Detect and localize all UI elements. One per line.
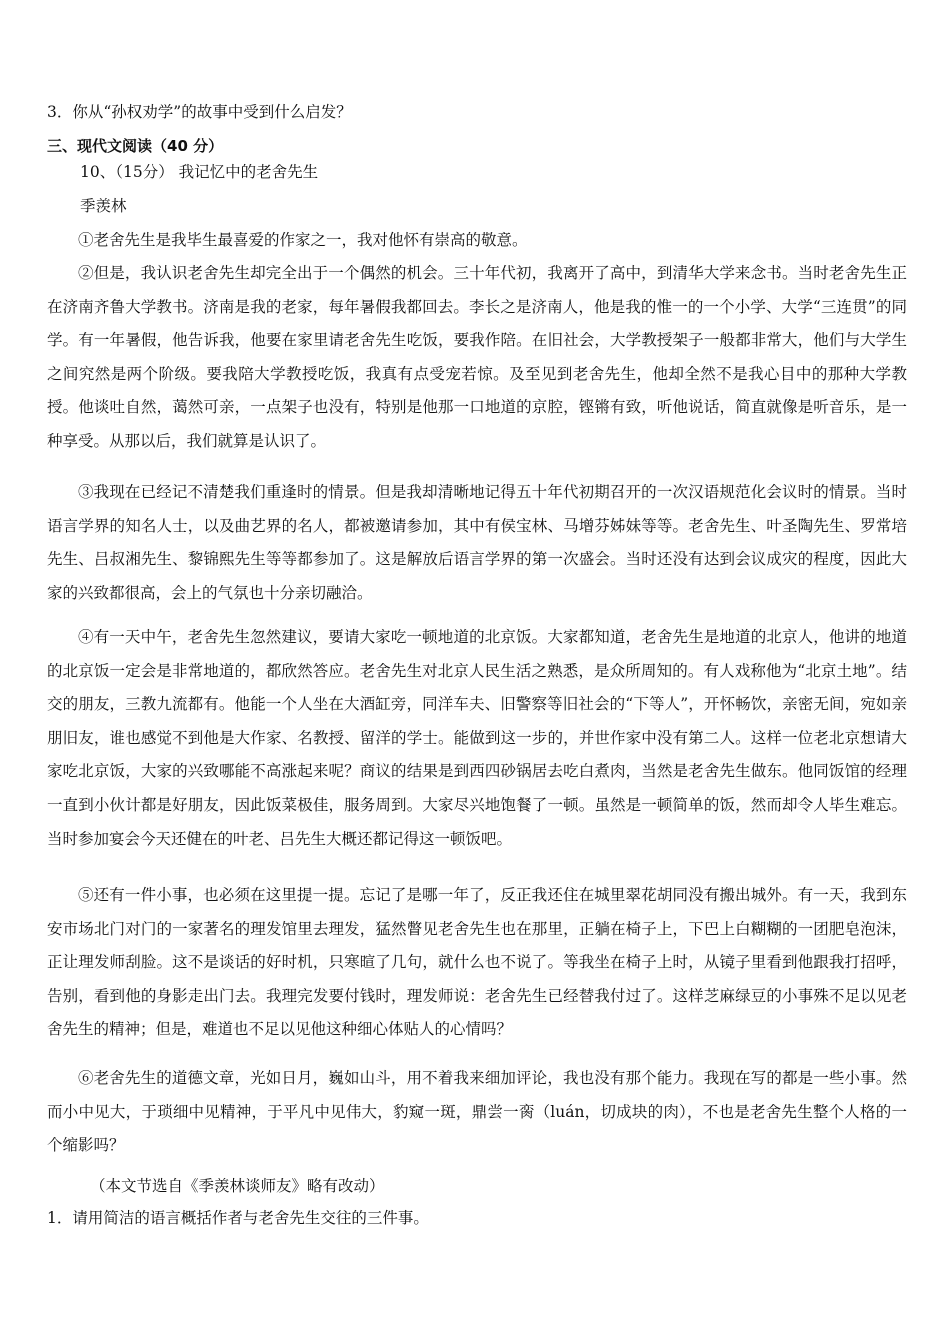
question-1: 1．请用简洁的语言概括作者与老舍先生交往的三件事。 bbox=[47, 1209, 429, 1227]
question-3: 3．你从“孙权劝学”的故事中受到什么启发？ bbox=[47, 103, 352, 121]
paragraph-4: ④有一天中午，老舍先生忽然建议，要请大家吃一顿地道的北京饭。大家都知道，老舍先生是地道的北京人，他讲的地道的北京饭一定会是非常地道的，都欣然答应。老舍先生对北京人民生活之熟悉，是众所周知的。有人戏称他为“北京土地”。结交的朋友，三教九流都有。他能一个人坐在大酒缸旁，同洋车夫、旧警察等旧社会的“下等人”，开怀畅饮，亲密无间，宛如亲朋旧友，谁也感觉不到他是大作家、名教授、留洋的学士。能做到这一步的，并世作家中没有第二人。这样一位老北京想请大家吃北京饭，大家的兴致哪能不高涨起来呢？商议的结果是到西四砂锅居去吃白煮肉，当然是老舍先生做东。他同饭馆的经理一直到小伙计都是好朋友，因此饭菜极佳，服务周到。大家尽兴地饱餐了一顿。虽然是一顿简单的饭，然而却令人毕生难忘。当时参加宴会今天还健在的叶老、吕先生大概还都记得这一顿饭吧。 bbox=[47, 628, 907, 848]
source-note: （本文节选自《季羡林谈师友》略有改动） bbox=[90, 1177, 385, 1195]
paragraph-1: ①老舍先生是我毕生最喜爱的作家之一，我对他怀有崇高的敬意。 bbox=[78, 231, 528, 249]
paragraph-3: ③我现在已经记不清楚我们重逢时的情景。但是我却清晰地记得五十年代初期召开的一次汉语规范化会议时的情景。当时语言学界的知名人士，以及曲艺界的名人，都被邀请参加，其中有侯宝林、马增芬姊妹等等。老舍先生、叶圣陶先生、罗常培先生、吕叔湘先生、黎锦熙先生等等都参加了。这是解放后语言学界的第一次盛会。当时还没有达到会议成灾的程度，因此大家的兴致都很高，会上的气氛也十分亲切融洽。 bbox=[47, 483, 907, 602]
author-name: 季羡林 bbox=[80, 197, 127, 215]
question-10-heading: 10、（15分） 我记忆中的老舍先生 bbox=[80, 163, 319, 181]
paragraph-5: ⑤还有一件小事，也必须在这里提一提。忘记了是哪一年了，反正我还住在城里翠花胡同没有搬出城外。有一天，我到东安市场北门对门的一家著名的理发馆里去理发，猛然瞥见老舍先生也在那里，正躺在椅子上，下巴上白糊糊的一团肥皂泡沫，正让理发师刮脸。这不是谈话的好时机，只寒暄了几句，就什么也不说了。等我坐在椅子上时，从镜子里看到他跟我打招呼，告别，看到他的身影走出门去。我理完发要付钱时，理发师说：老舍先生已经替我付过了。这样芝麻绿豆的小事殊不足以见老舍先生的精神；但是，难道也不足以见他这种细心体贴人的心情吗？ bbox=[47, 886, 907, 1039]
paragraph-2: ②但是，我认识老舍先生却完全出于一个偶然的机会。三十年代初，我离开了高中，到清华大学来念书。当时老舍先生正在济南齐鲁大学教书。济南是我的老家，每年暑假我都回去。李长之是济南人，他是我的惟一的一个小学、大学“三连贯”的同学。有一年暑假，他告诉我，他要在家里请老舍先生吃饭，要我作陪。在旧社会，大学教授架子一般都非常大，他们与大学生之间究然是两个阶级。要我陪大学教授吃饭，我真有点受宠若惊。及至见到老舍先生，他却全然不是我心目中的那种大学教授。他谈吐自然，蔼然可亲，一点架子也没有，特别是他那一口地道的京腔，铿锵有致，听他说话，简直就像是听音乐，是一种享受。从那以后，我们就算是认识了。 bbox=[47, 264, 907, 450]
section-header: 三、现代文阅读（40 分） bbox=[47, 137, 224, 155]
paragraph-6: ⑥老舍先生的道德文章，光如日月，巍如山斗，用不着我来细加评论，我也没有那个能力。我现在写的都是一些小事。然而小中见大，于琐细中见精神，于平凡中见伟大，豹窥一斑，鼎尝一脔（luán，切成块的肉），不也是老舍先生整个人格的一个缩影吗？ bbox=[47, 1069, 907, 1155]
